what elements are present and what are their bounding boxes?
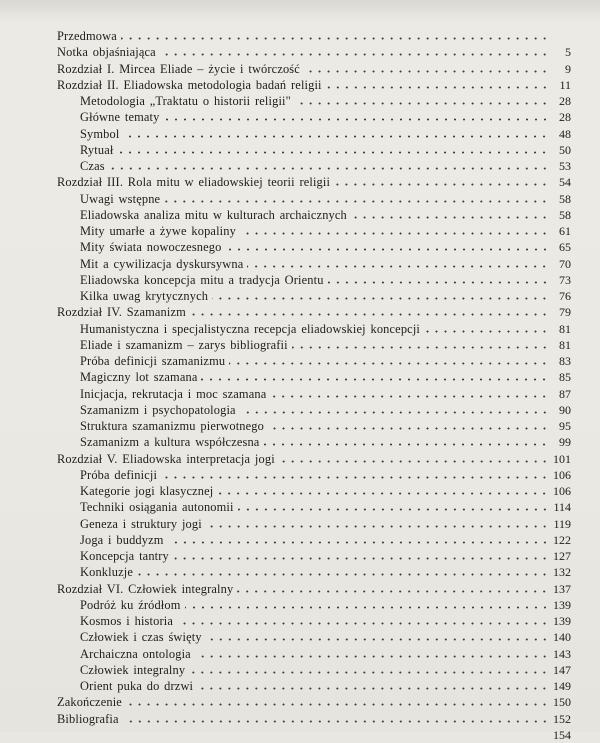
toc-chapter-entry bbox=[57, 61, 571, 77]
dot-leader bbox=[295, 102, 549, 105]
toc-section-entry bbox=[80, 321, 571, 337]
toc-chapter-entry bbox=[57, 711, 571, 727]
toc-section-entry bbox=[80, 646, 571, 662]
toc-chapter-entry bbox=[57, 581, 571, 597]
dot-leader bbox=[270, 395, 549, 398]
toc-entry-page-number: 149 bbox=[553, 679, 571, 693]
toc-chapter-entry bbox=[57, 694, 571, 710]
toc-chapter-entry bbox=[57, 28, 571, 44]
toc-entry-title: Notka objaśniająca bbox=[57, 45, 156, 60]
dot-leader bbox=[424, 330, 549, 333]
dot-leader bbox=[197, 687, 549, 690]
toc-entry-page-number: 147 bbox=[553, 662, 571, 677]
toc-entry-page-number: 83 bbox=[559, 354, 571, 368]
dot-leader bbox=[326, 86, 549, 89]
toc-entry-page-number: 127 bbox=[553, 549, 571, 563]
toc-section-entry bbox=[80, 353, 571, 369]
toc-entry-title: Rytuał bbox=[80, 142, 114, 157]
dot-leader bbox=[292, 346, 549, 349]
toc-section-entry bbox=[80, 207, 571, 223]
toc-section-entry bbox=[80, 402, 571, 418]
toc-entry-title: Koncepcja tantry bbox=[80, 549, 169, 563]
dot-leader bbox=[164, 200, 549, 203]
toc-section-entry bbox=[80, 337, 571, 353]
dot-leader bbox=[161, 476, 549, 479]
toc-chapter-entry bbox=[57, 44, 571, 60]
toc-section-entry bbox=[80, 597, 571, 613]
toc-section-entry bbox=[80, 272, 571, 288]
dot-leader bbox=[217, 492, 549, 495]
toc-section-entry bbox=[80, 483, 571, 499]
dot-leader bbox=[195, 655, 549, 658]
dot-leader bbox=[334, 183, 549, 186]
toc-entry-title: Rozdział IV. Szamanizm bbox=[57, 305, 186, 320]
toc-entry-page-number: 79 bbox=[559, 305, 571, 320]
toc-entry-title: Techniki osiągania autonomii bbox=[80, 500, 234, 515]
toc-entry-title: Rozdział I. Mircea Eliade – życie i twórczość bbox=[57, 61, 300, 76]
dot-leader bbox=[126, 703, 549, 706]
dot-leader bbox=[121, 37, 549, 40]
toc-entry-page-number: 11 bbox=[559, 77, 571, 92]
toc-entry-title: Podróż ku źródłom bbox=[80, 597, 181, 612]
dot-leader bbox=[279, 460, 549, 463]
dot-leader bbox=[268, 427, 549, 430]
toc-entry-title: Próba definicji bbox=[80, 467, 158, 482]
toc-entry-title: Bibliografia bbox=[57, 711, 119, 726]
toc-entry-page-number: 28 bbox=[559, 94, 571, 108]
toc-entry-title: Człowiek i czas święty bbox=[80, 630, 202, 645]
toc-entry-title: Eliadowska analiza mitu w kulturach archaicznych bbox=[80, 207, 347, 222]
toc-entry-title: Inicjacja, rekrutacja i moc szamana bbox=[80, 386, 267, 401]
toc-chapter-entry bbox=[57, 77, 571, 93]
toc-entry-page-number: 70 bbox=[559, 256, 571, 271]
dot-leader bbox=[328, 281, 549, 284]
toc-entry-title: Czas bbox=[80, 159, 105, 173]
toc-entry-title: Kosmos i historia bbox=[80, 614, 173, 628]
toc-entry-page-number: 99 bbox=[559, 435, 571, 450]
toc-entry-page-number: 85 bbox=[559, 370, 571, 385]
toc-section-entry bbox=[80, 418, 571, 434]
toc-entry-page-number: 106 bbox=[553, 484, 571, 498]
toc-entry-title: Uwagi wstępne bbox=[80, 191, 161, 206]
dot-leader bbox=[190, 313, 549, 316]
toc-entry-page-number: 73 bbox=[559, 272, 571, 287]
dot-leader bbox=[247, 265, 549, 268]
toc-entry-page-number: 58 bbox=[559, 191, 571, 206]
toc-entry-title: Rozdział V. Eliadowska interpretacja jogi bbox=[57, 451, 275, 466]
toc-entry-title: Kategorie jogi klasycznej bbox=[80, 484, 214, 498]
dot-leader bbox=[238, 508, 549, 511]
toc-section-entry bbox=[80, 223, 571, 239]
toc-section-entry bbox=[80, 239, 571, 255]
toc-entry-title: Szamanizm a kultura współczesna bbox=[80, 435, 260, 450]
toc-entry-title: Geneza i struktury jogi bbox=[80, 516, 202, 531]
toc-entry-page-number: 61 bbox=[559, 224, 571, 238]
toc-entry-title: Szamanizm i psychopatologia bbox=[80, 402, 236, 417]
dot-leader bbox=[117, 151, 549, 154]
toc-section-entry bbox=[80, 288, 571, 304]
dot-leader bbox=[164, 118, 550, 121]
toc-entry-title: Archaiczna ontologia bbox=[80, 646, 191, 661]
toc-section-entry bbox=[80, 142, 571, 158]
toc-entry-page-number: 101 bbox=[553, 451, 571, 466]
dot-leader bbox=[263, 443, 549, 446]
toc-entry-page-number: 150 bbox=[553, 695, 571, 710]
toc-entry-title: Mity umarłe a żywe kopaliny bbox=[80, 224, 236, 238]
toc-entry-title: Magiczny lot szamana bbox=[80, 370, 198, 385]
dot-leader bbox=[201, 378, 549, 381]
toc-section-entry bbox=[80, 499, 571, 515]
dot-leader bbox=[123, 135, 549, 138]
toc-entry-title: Rozdział III. Rola mitu w eliadowskiej teorii religii bbox=[57, 175, 331, 190]
dot-leader bbox=[160, 53, 549, 56]
dot-leader bbox=[206, 525, 549, 528]
toc-section-entry bbox=[80, 662, 571, 678]
toc-entry-page-number: 140 bbox=[553, 630, 571, 645]
toc-entry-page-number: 50 bbox=[559, 142, 571, 157]
toc-section-entry bbox=[80, 386, 571, 402]
toc-entry-title: Człowiek integralny bbox=[80, 662, 186, 677]
toc-chapter-entry bbox=[57, 451, 571, 467]
toc-entry-title: Symbol bbox=[80, 126, 120, 141]
dot-leader bbox=[137, 573, 549, 576]
toc-entry-page-number: 58 bbox=[559, 207, 571, 222]
toc-entry-page-number: 65 bbox=[559, 240, 571, 255]
toc-entry-page-number: 54 bbox=[559, 175, 571, 190]
dot-leader bbox=[189, 671, 549, 674]
toc-entry-page-number: 95 bbox=[559, 419, 571, 433]
toc-entry-title: Joga i buddyzm bbox=[80, 532, 164, 547]
dot-leader bbox=[304, 70, 549, 73]
toc-entry-title: Zakończenie bbox=[57, 695, 122, 710]
toc-entry-page-number: 48 bbox=[559, 126, 571, 141]
toc-section-entry bbox=[80, 516, 571, 532]
toc-entry-page-number: 154 bbox=[553, 727, 571, 742]
toc-section-entry bbox=[80, 629, 571, 645]
dot-leader bbox=[240, 411, 549, 414]
dot-leader bbox=[212, 297, 549, 300]
dot-leader bbox=[177, 622, 549, 625]
dot-leader bbox=[226, 248, 550, 251]
toc-entry-page-number: 81 bbox=[559, 321, 571, 336]
toc-section-entry bbox=[80, 548, 571, 564]
toc-entry-page-number: 139 bbox=[553, 597, 571, 612]
dot-leader bbox=[229, 362, 549, 365]
toc-entry-page-number: 87 bbox=[559, 386, 571, 401]
toc-section-entry bbox=[80, 191, 571, 207]
toc-entry-page-number: 81 bbox=[559, 337, 571, 352]
toc-entry-title: Kilka uwag krytycznych bbox=[80, 289, 209, 303]
toc-section-entry bbox=[80, 532, 571, 548]
dot-leader bbox=[185, 606, 549, 609]
toc-section-entry bbox=[80, 126, 571, 142]
toc-entry-title: Mit a cywilizacja dyskursywna bbox=[80, 256, 244, 271]
toc-section-entry bbox=[80, 93, 571, 109]
toc-entry-page-number: 9 bbox=[565, 61, 571, 76]
toc-entry-title: Eliade i szamanizm – zarys bibliografii bbox=[80, 337, 288, 352]
toc-entry-page-number: 143 bbox=[553, 646, 571, 661]
toc-entry-title: Metodologia „Traktatu o historii religii" bbox=[80, 94, 291, 108]
toc-section-entry bbox=[80, 109, 571, 125]
dot-leader bbox=[173, 557, 549, 560]
toc-section-entry bbox=[80, 434, 571, 450]
toc-section-entry bbox=[80, 158, 571, 174]
toc-entry-page-number: 53 bbox=[559, 159, 571, 173]
toc-entry-title: Struktura szamanizmu pierwotnego bbox=[80, 419, 264, 433]
toc-entry-page-number: 119 bbox=[553, 516, 571, 531]
dot-leader bbox=[206, 638, 549, 641]
dot-leader bbox=[123, 720, 549, 723]
toc-chapter-entry bbox=[57, 304, 571, 320]
toc-entry-page-number: 28 bbox=[559, 110, 571, 125]
toc-entry-page-number: 122 bbox=[553, 532, 571, 547]
toc-entry-title: Główne tematy bbox=[80, 110, 160, 125]
dot-leader bbox=[240, 232, 549, 235]
toc-section-entry bbox=[80, 467, 571, 483]
toc-entry-title: Konkluzje bbox=[80, 565, 133, 580]
toc-entry-page-number: 76 bbox=[559, 289, 571, 303]
dot-leader bbox=[168, 541, 549, 544]
toc-entry-title: Eliadowska koncepcja mitu a tradycja Orientu bbox=[80, 272, 324, 287]
toc-entry-title: Rozdział VI. Człowiek integralny bbox=[57, 581, 234, 596]
toc-entry-title: Humanistyczna i specjalistyczna recepcja eliadowskiej koncepcji bbox=[80, 321, 421, 336]
toc-entry-page-number: 152 bbox=[553, 711, 571, 726]
toc-section-entry bbox=[80, 564, 571, 580]
toc-entry-page-number: 114 bbox=[553, 500, 571, 515]
toc-section-entry bbox=[80, 369, 571, 385]
toc-entry-page-number: 106 bbox=[553, 467, 571, 482]
toc-entry-page-number: 132 bbox=[553, 565, 571, 580]
toc-entry-page-number: 5 bbox=[565, 45, 571, 60]
toc-entry-title: Orient puka do drzwi bbox=[80, 679, 194, 693]
toc-entry-title: Mity świata nowoczesnego bbox=[80, 240, 222, 255]
toc-entry-title: Próba definicji szamanizmu bbox=[80, 354, 226, 368]
toc-entry-page-number: 137 bbox=[553, 581, 571, 596]
toc-chapter-entry bbox=[57, 174, 571, 190]
toc-chapter-entry bbox=[57, 727, 571, 743]
toc-entry-page-number: 90 bbox=[559, 402, 571, 417]
toc-entry-title: Przedmowa bbox=[57, 29, 117, 43]
toc-section-entry bbox=[80, 613, 571, 629]
toc-entry-page-number: 139 bbox=[553, 614, 571, 628]
dot-leader bbox=[351, 216, 549, 219]
toc-section-entry bbox=[80, 678, 571, 694]
dot-leader bbox=[109, 167, 549, 170]
dot-leader bbox=[237, 590, 549, 593]
toc-entry-title: Rozdział II. Eliadowska metodologia badań religii bbox=[57, 77, 322, 92]
toc-section-entry bbox=[80, 256, 571, 272]
